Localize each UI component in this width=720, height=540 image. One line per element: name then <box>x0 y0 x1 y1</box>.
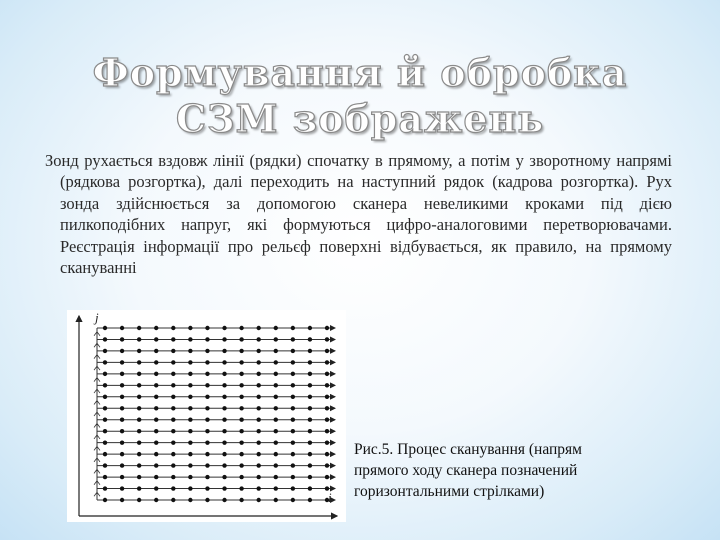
scan-point <box>239 475 243 479</box>
scan-point <box>137 486 141 490</box>
scan-point <box>222 440 226 444</box>
scan-point <box>137 429 141 433</box>
scan-point <box>256 383 260 387</box>
scan-point <box>171 406 175 410</box>
scan-point <box>120 326 124 330</box>
scan-point <box>154 475 158 479</box>
scan-point <box>308 383 312 387</box>
scan-point <box>103 360 107 364</box>
scan-point <box>308 429 312 433</box>
scan-point <box>188 360 192 364</box>
scan-point <box>274 395 278 399</box>
scan-point <box>274 475 278 479</box>
scan-point <box>291 349 295 353</box>
scan-point <box>171 326 175 330</box>
scan-point <box>325 429 329 433</box>
scan-point <box>137 452 141 456</box>
scan-point <box>120 406 124 410</box>
scan-point <box>222 395 226 399</box>
scan-point <box>137 475 141 479</box>
scan-point <box>205 440 209 444</box>
scan-point <box>137 383 141 387</box>
scan-point <box>205 452 209 456</box>
scan-point <box>154 326 158 330</box>
scan-point <box>239 498 243 502</box>
scan-point <box>120 372 124 376</box>
scan-point <box>222 360 226 364</box>
scan-point <box>325 406 329 410</box>
scan-point <box>120 452 124 456</box>
scan-point <box>171 498 175 502</box>
scan-point <box>188 475 192 479</box>
scan-point <box>137 372 141 376</box>
scan-point <box>256 452 260 456</box>
scan-point <box>291 429 295 433</box>
scan-point <box>239 383 243 387</box>
scan-point <box>120 349 124 353</box>
scan-point <box>325 463 329 467</box>
scan-point <box>239 429 243 433</box>
scan-point <box>171 372 175 376</box>
scan-point <box>274 406 278 410</box>
scan-point <box>325 326 329 330</box>
scan-point <box>103 406 107 410</box>
scan-point <box>325 475 329 479</box>
scan-point <box>137 406 141 410</box>
scan-point <box>291 463 295 467</box>
scan-point <box>120 475 124 479</box>
scan-point <box>274 440 278 444</box>
scan-point <box>291 360 295 364</box>
scan-point <box>222 372 226 376</box>
scan-point <box>256 395 260 399</box>
scan-point <box>205 383 209 387</box>
scan-point <box>188 452 192 456</box>
scan-point <box>103 429 107 433</box>
scan-point <box>325 418 329 422</box>
scan-point <box>325 452 329 456</box>
scan-point <box>256 406 260 410</box>
scan-diagram <box>67 310 346 522</box>
scan-point <box>291 383 295 387</box>
scan-point <box>325 349 329 353</box>
scan-point <box>274 372 278 376</box>
scan-point <box>308 337 312 341</box>
scan-point <box>222 406 226 410</box>
scan-point <box>205 429 209 433</box>
scan-point <box>103 337 107 341</box>
scan-point <box>291 337 295 341</box>
scan-point <box>291 418 295 422</box>
scan-point <box>239 326 243 330</box>
x-axis-label: i <box>328 490 332 505</box>
scan-point <box>274 452 278 456</box>
scan-point <box>154 383 158 387</box>
scan-point <box>274 360 278 364</box>
scan-point <box>274 349 278 353</box>
scan-point <box>239 406 243 410</box>
scan-point <box>308 440 312 444</box>
scan-point <box>205 395 209 399</box>
scan-point <box>103 463 107 467</box>
scan-point <box>171 452 175 456</box>
scan-point <box>256 337 260 341</box>
scan-point <box>188 463 192 467</box>
scan-point <box>256 429 260 433</box>
scan-point <box>274 463 278 467</box>
scan-point <box>205 349 209 353</box>
scan-point <box>103 452 107 456</box>
scan-point <box>171 463 175 467</box>
scan-point <box>103 395 107 399</box>
scan-point <box>222 349 226 353</box>
scan-point <box>274 337 278 341</box>
scan-point <box>308 349 312 353</box>
scan-point <box>222 418 226 422</box>
scan-point <box>171 486 175 490</box>
scan-point <box>171 429 175 433</box>
scan-point <box>103 349 107 353</box>
scan-point <box>308 463 312 467</box>
scan-point <box>325 440 329 444</box>
scan-point <box>154 349 158 353</box>
scan-point <box>239 372 243 376</box>
scan-point <box>205 360 209 364</box>
scan-point <box>274 498 278 502</box>
scan-point <box>205 498 209 502</box>
scan-point <box>103 372 107 376</box>
scan-point <box>239 486 243 490</box>
scan-point <box>154 498 158 502</box>
scan-point <box>308 406 312 410</box>
scan-point <box>274 418 278 422</box>
scan-point <box>120 383 124 387</box>
scan-point <box>291 372 295 376</box>
scan-point <box>256 440 260 444</box>
scan-point <box>205 486 209 490</box>
scan-point <box>137 360 141 364</box>
scan-point <box>291 406 295 410</box>
scan-point <box>222 498 226 502</box>
scan-point <box>154 429 158 433</box>
scan-point <box>256 418 260 422</box>
scan-point <box>308 498 312 502</box>
scan-point <box>188 395 192 399</box>
scan-point <box>137 326 141 330</box>
scan-point <box>188 429 192 433</box>
scan-point <box>222 429 226 433</box>
scan-point <box>205 337 209 341</box>
scan-point <box>205 463 209 467</box>
scan-point <box>256 463 260 467</box>
scan-point <box>308 326 312 330</box>
scan-point <box>256 475 260 479</box>
scan-point <box>171 440 175 444</box>
scan-point <box>274 383 278 387</box>
scan-point <box>222 486 226 490</box>
body-paragraph: Зонд рухається вздовж лінії (рядки) спочатку в прямому, а потім у зворотному напрямі (рядкова розгортка), далі переходить на наступний рядок (кадрова розгортка). Рух зонда здійснюється за допомогою сканера невеликими кроками під дією пилкоподібних напруг, які формуються цифро-аналоговими перетворювачами. Реєстрація інформації про рельєф поверхні відбувається, як правило, на прямому скануванні <box>45 151 672 278</box>
scan-point <box>154 452 158 456</box>
scan-point <box>222 475 226 479</box>
scan-point <box>154 418 158 422</box>
scan-point <box>103 418 107 422</box>
scan-point <box>154 463 158 467</box>
scan-point <box>137 337 141 341</box>
scan-point <box>291 452 295 456</box>
scan-point <box>239 395 243 399</box>
scan-point <box>120 463 124 467</box>
scan-point <box>239 337 243 341</box>
scan-point <box>291 475 295 479</box>
scan-point <box>188 372 192 376</box>
scan-point <box>308 486 312 490</box>
scan-point <box>325 395 329 399</box>
scan-point <box>274 429 278 433</box>
scan-point <box>222 383 226 387</box>
scan-point <box>291 486 295 490</box>
scan-point <box>256 372 260 376</box>
scan-point <box>103 475 107 479</box>
scan-point <box>154 486 158 490</box>
scan-point <box>120 395 124 399</box>
scan-point <box>291 440 295 444</box>
scan-point <box>205 418 209 422</box>
scan-point <box>154 395 158 399</box>
scan-point <box>205 406 209 410</box>
scan-point <box>188 498 192 502</box>
scan-point <box>291 326 295 330</box>
scan-figure <box>67 310 346 522</box>
scan-point <box>325 383 329 387</box>
scan-point <box>239 349 243 353</box>
scan-point <box>171 349 175 353</box>
scan-point <box>188 418 192 422</box>
scan-point <box>137 498 141 502</box>
scan-point <box>256 326 260 330</box>
scan-point <box>120 486 124 490</box>
scan-point <box>188 349 192 353</box>
scan-point <box>239 440 243 444</box>
scan-point <box>325 372 329 376</box>
scan-point <box>154 360 158 364</box>
scan-point <box>103 486 107 490</box>
scan-point <box>256 360 260 364</box>
scan-point <box>256 349 260 353</box>
scan-point <box>291 395 295 399</box>
scan-point <box>120 440 124 444</box>
scan-point <box>308 475 312 479</box>
scan-point <box>103 440 107 444</box>
scan-point <box>291 498 295 502</box>
scan-point <box>103 498 107 502</box>
scan-point <box>325 360 329 364</box>
scan-point <box>137 463 141 467</box>
scan-point <box>171 395 175 399</box>
scan-point <box>137 349 141 353</box>
scan-point <box>308 372 312 376</box>
scan-point <box>308 395 312 399</box>
scan-point <box>205 475 209 479</box>
scan-point <box>239 360 243 364</box>
slide-title <box>0 50 720 142</box>
scan-point <box>171 383 175 387</box>
scan-point <box>154 372 158 376</box>
scan-point <box>256 498 260 502</box>
scan-point <box>308 452 312 456</box>
scan-point <box>103 326 107 330</box>
scan-point <box>222 326 226 330</box>
scan-point <box>154 406 158 410</box>
scan-point <box>188 337 192 341</box>
scan-point <box>154 440 158 444</box>
scan-point <box>205 326 209 330</box>
scan-point <box>137 440 141 444</box>
scan-point <box>222 452 226 456</box>
scan-point <box>274 326 278 330</box>
scan-point <box>154 337 158 341</box>
scan-point <box>188 383 192 387</box>
scan-point <box>308 360 312 364</box>
scan-point <box>239 463 243 467</box>
figure-caption: Рис.5. Процес сканування (напрям прямого ходу сканера позначений горизонтальними стрілками) <box>354 441 582 500</box>
scan-point <box>188 486 192 490</box>
scan-point <box>222 337 226 341</box>
scan-point <box>120 418 124 422</box>
scan-point <box>171 418 175 422</box>
scan-point <box>205 372 209 376</box>
scan-point <box>120 429 124 433</box>
scan-point <box>325 337 329 341</box>
scan-point <box>256 486 260 490</box>
scan-point <box>120 360 124 364</box>
scan-point <box>171 337 175 341</box>
title-line-2: СЗМ зображень <box>175 96 545 141</box>
scan-point <box>103 383 107 387</box>
scan-point <box>120 337 124 341</box>
scan-point <box>188 326 192 330</box>
scan-point <box>239 418 243 422</box>
scan-point <box>171 475 175 479</box>
scan-point <box>171 360 175 364</box>
scan-point <box>274 486 278 490</box>
y-axis-label: j <box>95 310 99 325</box>
scan-point <box>188 406 192 410</box>
title-line-1: Формування й обробка <box>92 50 628 95</box>
scan-point <box>188 440 192 444</box>
scan-point <box>222 463 226 467</box>
scan-point <box>239 452 243 456</box>
scan-point <box>137 395 141 399</box>
scan-point <box>308 418 312 422</box>
scan-point <box>120 498 124 502</box>
scan-point <box>137 418 141 422</box>
